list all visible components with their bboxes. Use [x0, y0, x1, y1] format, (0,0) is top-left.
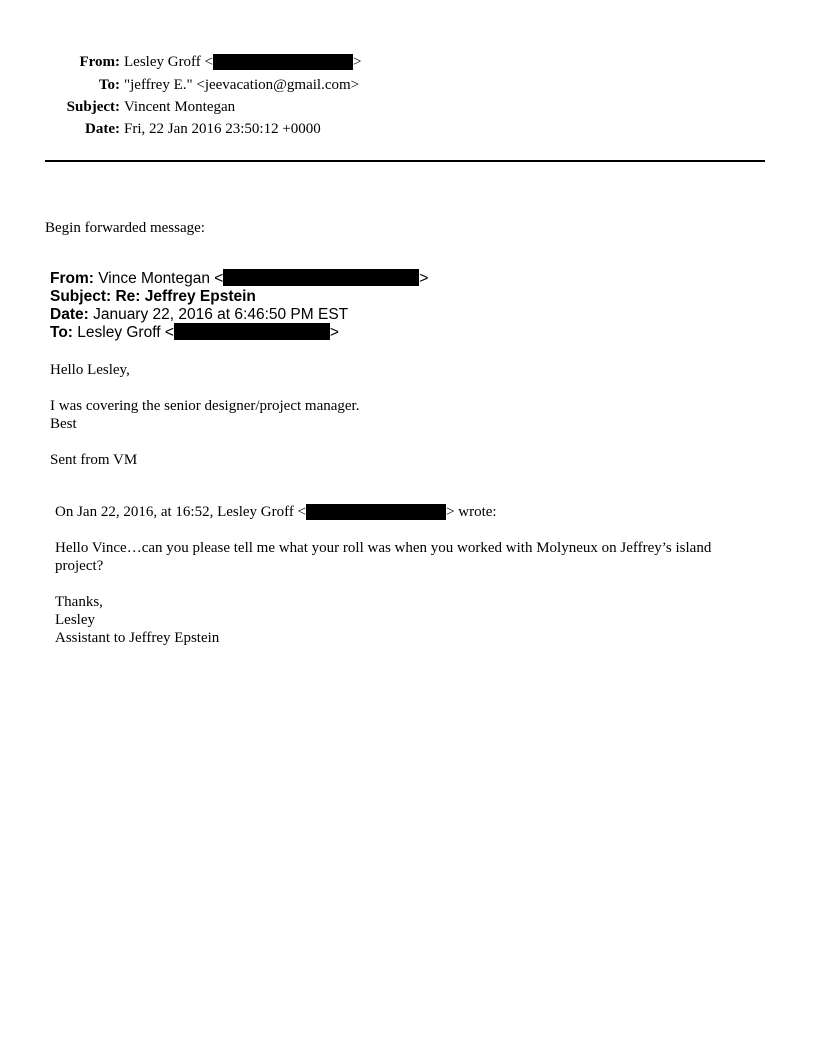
header-date-label: Date:: [85, 121, 120, 137]
reply-line-1: I was covering the senior designer/project manager.: [50, 398, 360, 414]
quoted-attribution-start: On Jan 22, 2016, at 16:52, Lesley Groff <: [55, 504, 307, 520]
fwd-from-row: [50, 270, 428, 288]
header-subject-value: Vincent Montegan: [124, 99, 236, 115]
fwd-to-label: To:: [50, 324, 73, 341]
fwd-from-label: From:: [50, 270, 94, 287]
reply-greeting: Hello Lesley,: [50, 362, 130, 378]
quoted-name: Lesley: [55, 612, 95, 628]
reply-line-2: Best: [50, 416, 77, 432]
header-subject-label: Subject:: [66, 99, 120, 115]
fwd-date-row: [50, 306, 348, 324]
redaction-box: [306, 504, 446, 520]
header-divider: [45, 160, 765, 162]
fwd-to-close: >: [329, 324, 339, 341]
quoted-attribution-end: > wrote:: [446, 504, 497, 520]
redaction-box: [213, 54, 353, 70]
redaction-box: [174, 323, 330, 340]
fwd-from-name: Vince Montegan <: [98, 270, 224, 287]
fwd-date-value: January 22, 2016 at 6:46:50 PM EST: [93, 306, 349, 323]
forward-intro: Begin forwarded message:: [45, 220, 205, 236]
quoted-line-1: Hello Vince…can you please tell me what your roll was when you worked with Molyneux on Jeffrey’s island: [55, 540, 712, 556]
fwd-from-close: >: [419, 270, 429, 287]
fwd-to-name: Lesley Groff <: [77, 324, 174, 341]
fwd-date-label: Date:: [50, 306, 89, 323]
quoted-attribution: [55, 503, 497, 521]
header-from-name: Lesley Groff <: [124, 54, 213, 70]
header-to-value: "jeffrey E." <jeevacation@gmail.com>: [124, 77, 360, 93]
fwd-subject-row: [50, 288, 256, 306]
header-to-label: To:: [98, 77, 120, 93]
fwd-to-row: [50, 324, 339, 342]
header-date-value: Fri, 22 Jan 2016 23:50:12 +0000: [124, 121, 321, 137]
fwd-subject-label: Subject:: [50, 288, 112, 305]
reply-signature: Sent from VM: [50, 452, 138, 468]
quoted-line-2: project?: [55, 558, 104, 574]
redaction-box: [223, 269, 419, 286]
header-from-label: From:: [79, 54, 120, 70]
fwd-subject-value: Re: Jeffrey Epstein: [115, 288, 256, 305]
quoted-closing: Thanks,: [55, 594, 103, 610]
quoted-title: Assistant to Jeffrey Epstein: [55, 630, 220, 646]
header-from-close: >: [353, 54, 362, 70]
